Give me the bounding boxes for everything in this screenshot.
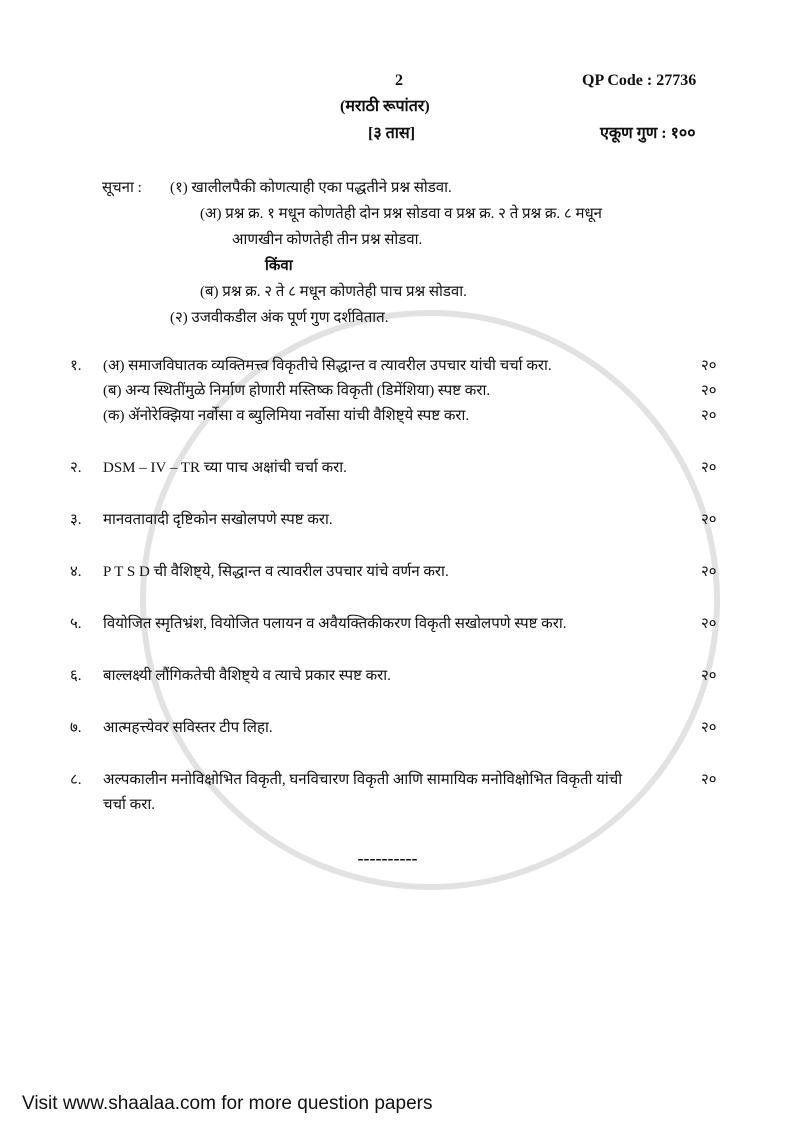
question-marks: २०: [701, 668, 717, 684]
question-body: [103, 404, 693, 429]
instruction-item: (१) खालीलपैकी कोणत्याही एका पद्धतीने प्रश्न सोडवा.: [170, 180, 452, 196]
question-text: (अ) समाजविघातक व्यक्तिमत्त्व विकृतीचे सिद्धान्त व त्यावरील उपचार यांची चर्चा करा.: [103, 358, 552, 374]
instruction-item: (ब) प्रश्न क्र. २ ते ८ मधून कोणतेही पाच प्रश्न सोडवा.: [200, 284, 467, 300]
instruction-item: आणखीन कोणतेही तीन प्रश्न सोडवा.: [232, 232, 423, 248]
instruction-item: (२) उजवीकडील अंक पूर्ण गुण दर्शवितात.: [170, 310, 389, 326]
question-text: (क) ॲनोरेक्झिया नर्वोसा व ब्युलिमिया नर्वोसा यांची वैशिष्ट्ये स्पष्ट करा.: [103, 408, 470, 424]
question-text: मानवतावादी दृष्टिकोन सखोलपणे स्पष्ट करा.: [103, 512, 333, 528]
duration: [३ तास]: [368, 125, 416, 142]
question-body: [103, 664, 693, 689]
question-row: [70, 354, 725, 379]
question-text-continued: चर्चा करा.: [103, 797, 155, 813]
question-number: ४.: [70, 564, 82, 580]
question-row: [70, 664, 725, 689]
question-text: अल्पकालीन मनोविक्षोभित विकृती, घनविचारण विकृती आणि सामायिक मनोविक्षोभित विकृती यांची: [103, 772, 623, 788]
question-text: (ब) अन्य स्थितींमुळे निर्माण होणारी मस्तिष्क विकृती (डिमेंशिया) स्पष्ट करा.: [103, 383, 491, 399]
instructions: [102, 175, 722, 331]
question-row: [70, 404, 725, 429]
question-text: P T S D ची वैशिष्ट्ये, सिद्धान्त व त्यावरील उपचार यांचे वर्णन करा.: [103, 564, 449, 580]
page-number: 2: [395, 72, 403, 89]
question-marks: २०: [701, 358, 717, 374]
question-marks: २०: [701, 720, 717, 736]
question-marks: २०: [701, 383, 717, 399]
instruction-item: (अ) प्रश्न क्र. १ मधून कोणतेही दोन प्रश्न सोडवा व प्रश्न क्र. २ ते प्रश्न क्र. ८ मधून: [200, 206, 603, 222]
question-row: [70, 379, 725, 404]
question-marks: २०: [701, 512, 717, 528]
question-row: [70, 768, 725, 818]
question-body: [103, 716, 693, 741]
question-body: [103, 612, 693, 637]
qp-code: QP Code : 27736: [582, 72, 697, 89]
question-number: ७.: [70, 720, 82, 736]
question-body: [103, 354, 693, 379]
question-number: ८.: [70, 772, 82, 788]
question-marks: २०: [701, 772, 717, 788]
question-body: [103, 560, 693, 585]
question-number: ३.: [70, 512, 82, 528]
question-row: [70, 716, 725, 741]
question-marks: २०: [701, 408, 717, 424]
question-marks: २०: [701, 616, 717, 632]
question-text: DSM – IV – TR च्या पाच अक्षांची चर्चा करा.: [103, 460, 347, 476]
question-row: [70, 456, 725, 481]
total-marks: एकूण गुण : १००: [600, 125, 696, 142]
question-text: आत्महत्त्येवर सविस्तर टीप लिहा.: [103, 720, 273, 736]
question-row: [70, 508, 725, 533]
question-number: ६.: [70, 668, 82, 684]
question-body: [103, 379, 693, 404]
question-marks: २०: [701, 460, 717, 476]
question-body: [103, 456, 693, 481]
question-row: [70, 612, 725, 637]
questions-list: [70, 354, 725, 871]
question-body: [103, 768, 693, 818]
question-body: [103, 508, 693, 533]
question-number: ५.: [70, 616, 82, 632]
question-number: २.: [70, 460, 82, 476]
instructions-label: सूचना :: [102, 180, 142, 196]
question-text: वियोजित स्मृतिभ्रंश, वियोजित पलायन व अवैयक्तिकीकरण विकृती सखोलपणे स्पष्ट करा.: [103, 616, 567, 632]
question-row: [70, 560, 725, 585]
question-number: १.: [70, 358, 82, 374]
question-marks: २०: [701, 564, 717, 580]
translation-label: (मराठी रूपांतर): [340, 98, 430, 115]
footer-link[interactable]: Visit www.shaalaa.com for more question papers: [22, 1093, 433, 1114]
question-text: बाल्लक्ष्यी लौंगिकतेची वैशिष्ट्ये व त्याचे प्रकार स्पष्ट करा.: [103, 668, 391, 684]
instruction-or: किंवा: [265, 258, 293, 274]
end-marker: ----------: [357, 848, 418, 868]
